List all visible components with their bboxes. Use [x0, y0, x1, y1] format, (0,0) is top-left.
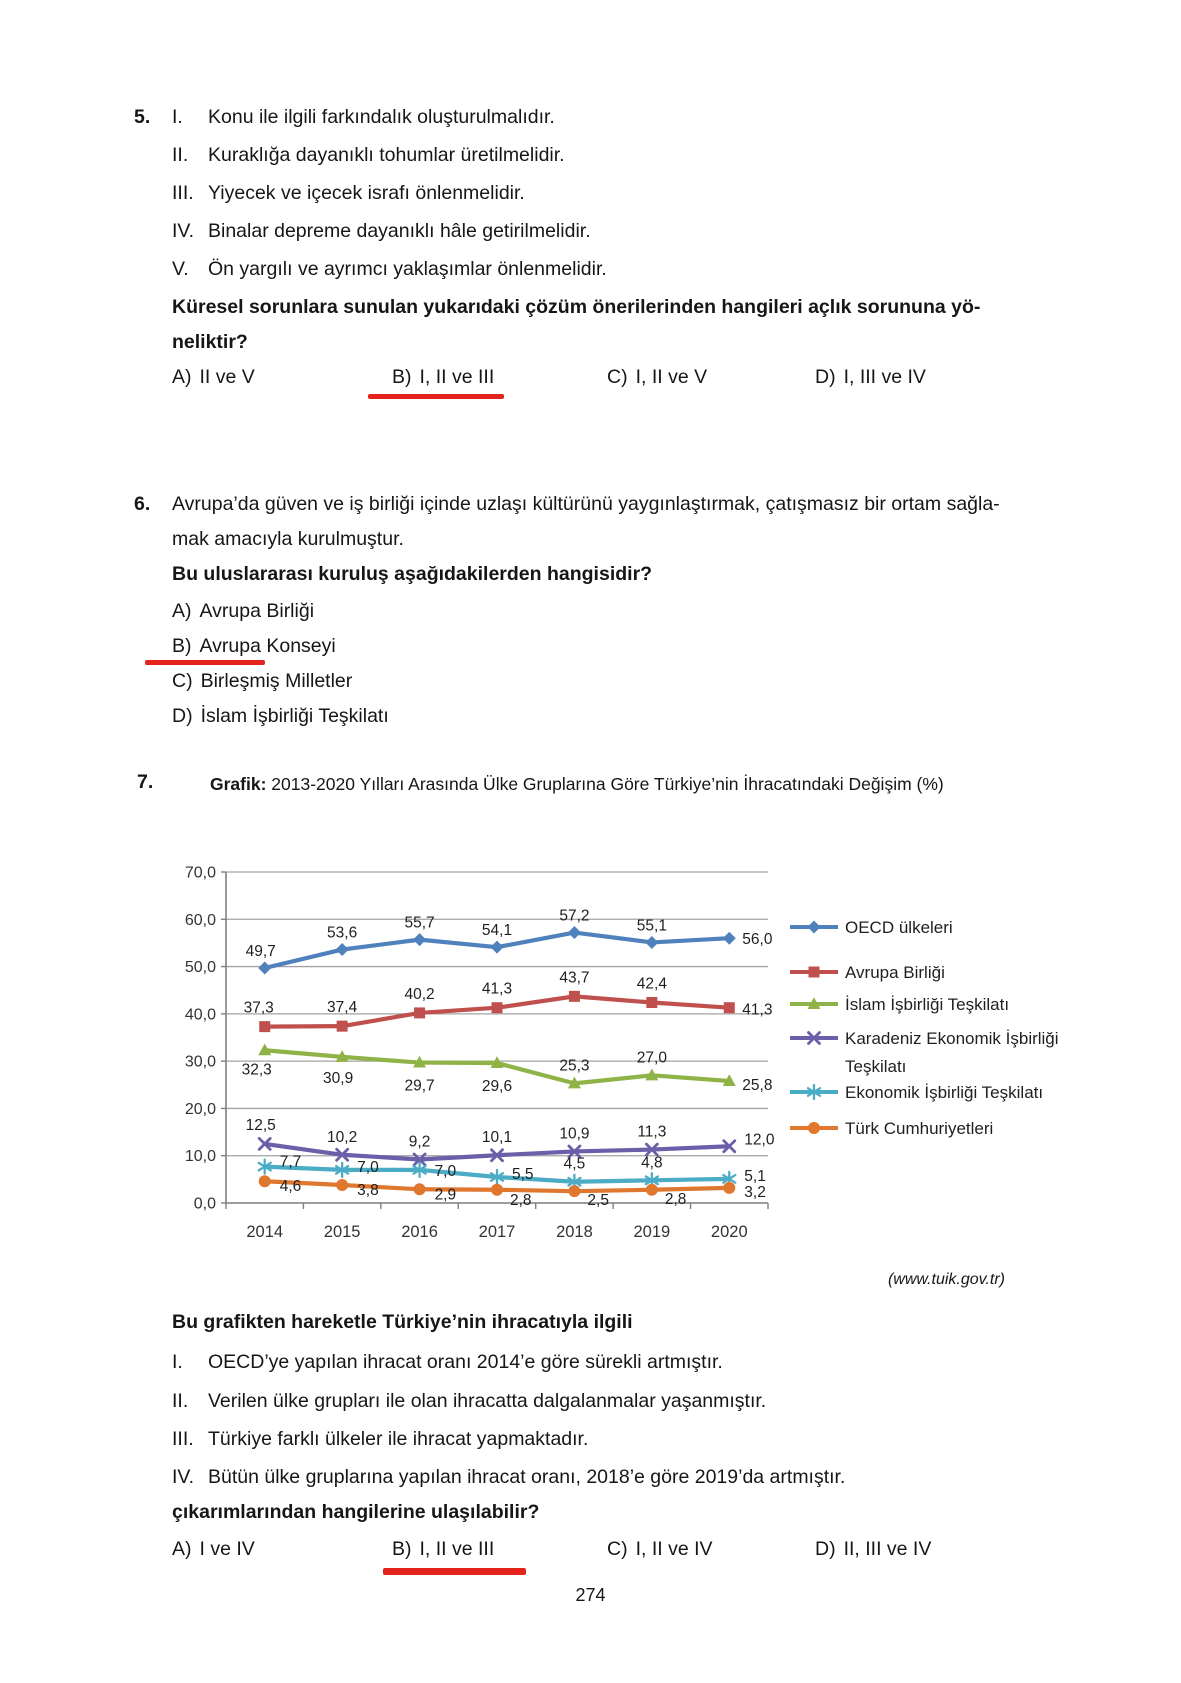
svg-text:55,1: 55,1 [636, 917, 667, 935]
q5-stem-line: Küresel sorunlara sunulan yukarıdaki çözüm önerilerinden hangileri açlık sorununa yö- [172, 296, 981, 318]
q7-option-b: B) I, II ve III [392, 1538, 495, 1560]
chart-source: (www.tuik.gov.tr) [887, 1271, 1005, 1288]
legend-label: Teşkilatı [845, 1057, 907, 1076]
q6-option-c: C) Birleşmiş Milletler [172, 670, 353, 692]
svg-text:55,7: 55,7 [404, 914, 435, 932]
q6-option-a: A) Avrupa Birliği [172, 600, 315, 622]
svg-text:10,9: 10,9 [559, 1125, 590, 1143]
svg-text:3,2: 3,2 [744, 1183, 766, 1201]
svg-text:25,8: 25,8 [742, 1077, 773, 1095]
svg-text:37,3: 37,3 [243, 999, 274, 1017]
page-number: 274 [575, 1585, 606, 1605]
list-item [172, 1465, 845, 1489]
item-roman: I. [172, 1351, 183, 1373]
q7-stem: çıkarımlarından hangilerine ulaşılabilir? [172, 1501, 540, 1523]
item-text: Türkiye farklı ülkeler ile ihracat yapmaktadır. [208, 1428, 589, 1450]
svg-text:2017: 2017 [478, 1223, 516, 1241]
svg-text:70,0: 70,0 [184, 864, 216, 882]
svg-text:2,9: 2,9 [434, 1186, 457, 1204]
svg-text:11,3: 11,3 [637, 1123, 667, 1141]
list-item [172, 105, 555, 129]
chart-series-2 [244, 969, 773, 1032]
list-item [172, 1350, 723, 1374]
item-text: Yiyecek ve içecek israfı önlenmelidir. [208, 182, 525, 204]
chart-data-labels [244, 969, 773, 1018]
q7-answer-underline [383, 1568, 526, 1575]
svg-text:5,1: 5,1 [744, 1167, 766, 1185]
item-text: Bütün ülke gruplarına yapılan ihracat oranı, 2018’e göre 2019’da artmıştır. [208, 1466, 846, 1488]
svg-text:27,0: 27,0 [636, 1049, 667, 1067]
q5-option-a: A) II ve V [172, 366, 255, 388]
legend-label: Avrupa Birliği [845, 963, 945, 982]
legend-label: OECD ülkeleri [845, 918, 953, 937]
list-item [172, 181, 525, 205]
svg-text:20,0: 20,0 [184, 1100, 216, 1118]
svg-text:9,2: 9,2 [408, 1133, 431, 1151]
item-roman: IV. [172, 1466, 195, 1488]
q5-option-c: C) I, II ve V [607, 366, 708, 388]
svg-text:25,3: 25,3 [559, 1057, 590, 1075]
svg-text:56,0: 56,0 [742, 931, 773, 949]
svg-text:3,8: 3,8 [357, 1182, 379, 1200]
chart-x-axis-labels [246, 1223, 747, 1241]
svg-text:2,5: 2,5 [587, 1192, 609, 1210]
svg-text:2018: 2018 [556, 1223, 593, 1241]
svg-text:4,5: 4,5 [563, 1155, 586, 1173]
chart-caption: Grafik: 2013-2020 Yılları Arasında Ülke Gruplarına Göre Türkiye’nin İhracatındaki Değişim (%) [210, 774, 944, 794]
item-text: Konu ile ilgili farkındalık oluşturulmalıdır. [208, 106, 555, 128]
svg-text:2,8: 2,8 [510, 1191, 532, 1209]
svg-text:10,0: 10,0 [184, 1148, 216, 1166]
svg-text:7,7: 7,7 [279, 1153, 302, 1171]
item-roman: III. [172, 182, 194, 204]
svg-text:60,0: 60,0 [184, 911, 216, 929]
svg-text:2,8: 2,8 [664, 1190, 687, 1208]
legend-label: Ekonomik İşbirliği Teşkilatı [845, 1083, 1044, 1102]
svg-text:43,7: 43,7 [559, 969, 590, 987]
q7-option-c: C) I, II ve IV [607, 1538, 713, 1560]
svg-text:54,1: 54,1 [481, 922, 513, 940]
svg-text:40,0: 40,0 [184, 1006, 216, 1024]
q7-number: 7. [137, 771, 154, 793]
svg-text:57,2: 57,2 [559, 907, 590, 925]
item-roman: IV. [172, 220, 195, 242]
svg-text:53,6: 53,6 [327, 924, 358, 942]
svg-text:7,0: 7,0 [434, 1162, 457, 1180]
svg-text:41,3: 41,3 [742, 1001, 773, 1019]
q6-stem: Bu uluslararası kuruluş aşağıdakilerden hangisidir? [172, 563, 653, 585]
export-line-chart-svg [150, 790, 1150, 1295]
q5-answer-underline [368, 394, 504, 399]
q7-option-a: A) I ve IV [172, 1538, 255, 1560]
q5-number: 5. [134, 106, 151, 128]
q5-option-d: D) I, III ve IV [815, 366, 926, 388]
item-text: Ön yargılı ve ayrımcı yaklaşımlar önlenmelidir. [208, 258, 607, 280]
item-roman: II. [172, 1390, 189, 1412]
chart-y-axis-labels [185, 865, 216, 1213]
q6-body-line: Avrupa’da güven ve iş birliği içinde uzlaşı kültürünü yaygınlaştırmak, çatışmasız bir ortam sağla- [172, 493, 1000, 515]
item-text: Kuraklığa dayanıklı tohumlar üretilmelidir. [208, 144, 565, 166]
list-item [172, 1389, 766, 1413]
svg-text:10,2: 10,2 [327, 1128, 358, 1146]
export-line-chart [150, 790, 1150, 1295]
q6-number: 6. [134, 493, 151, 515]
item-text: OECD’ye yapılan ihracat oranı 2014’e göre sürekli artmıştır. [208, 1351, 723, 1373]
svg-text:32,3: 32,3 [241, 1061, 272, 1079]
svg-text:2020: 2020 [710, 1223, 748, 1241]
legend-label: Karadeniz Ekonomik İşbirliği [845, 1029, 1059, 1048]
q7-intro: Bu grafikten hareketle Türkiye’nin ihracatıyla ilgili [172, 1311, 633, 1333]
svg-text:12,0: 12,0 [744, 1131, 775, 1149]
svg-text:50,0: 50,0 [184, 959, 216, 977]
list-item [172, 257, 607, 281]
svg-text:5,5: 5,5 [512, 1165, 534, 1183]
svg-text:41,3: 41,3 [481, 980, 513, 998]
svg-text:0,0: 0,0 [193, 1195, 216, 1213]
svg-text:2019: 2019 [633, 1223, 671, 1241]
item-roman: V. [172, 258, 189, 280]
svg-text:37,4: 37,4 [327, 999, 358, 1017]
svg-text:2016: 2016 [401, 1223, 438, 1241]
q7-option-d: D) II, III ve IV [815, 1538, 932, 1560]
svg-text:30,9: 30,9 [323, 1069, 354, 1087]
q5-option-b: B) I, II ve III [392, 366, 495, 388]
svg-text:30,0: 30,0 [184, 1053, 216, 1071]
svg-text:40,2: 40,2 [404, 985, 435, 1003]
item-text: Verilen ülke grupları ile olan ihracatta dalgalanmalar yaşanmıştır. [208, 1390, 767, 1412]
item-roman: II. [172, 144, 189, 166]
q6-option-d: D) İslam İşbirliği Teşkilatı [172, 705, 389, 727]
chart-series-4 [246, 1117, 775, 1165]
legend-label: Türk Cumhuriyetleri [845, 1119, 994, 1138]
q6-body-line: mak amacıyla kurulmuştur. [172, 528, 404, 550]
legend-label: İslam İşbirliği Teşkilatı [845, 995, 1010, 1014]
svg-text:42,4: 42,4 [636, 975, 667, 993]
svg-text:4,6: 4,6 [279, 1178, 302, 1196]
chart-series-3 [242, 1043, 773, 1095]
svg-text:29,7: 29,7 [404, 1077, 435, 1095]
chart-data-labels [246, 1117, 775, 1151]
q5-stem-line: neliktir? [172, 331, 248, 353]
list-item [172, 143, 565, 167]
svg-text:2015: 2015 [323, 1223, 361, 1241]
chart-legend [790, 918, 1059, 1138]
svg-text:12,5: 12,5 [245, 1116, 276, 1134]
svg-text:2014: 2014 [246, 1223, 284, 1241]
svg-text:4,8: 4,8 [641, 1154, 663, 1172]
svg-text:29,6: 29,6 [481, 1078, 513, 1096]
svg-text:10,1: 10,1 [481, 1129, 513, 1147]
svg-text:7,0: 7,0 [357, 1158, 379, 1176]
chart-series-1 [246, 908, 773, 975]
q6-option-b: B) Avrupa Konseyi [172, 635, 336, 657]
item-roman: III. [172, 1428, 194, 1450]
list-item [172, 1427, 588, 1451]
q6-answer-underline [145, 660, 265, 665]
svg-text:49,7: 49,7 [245, 942, 276, 960]
item-text: Binalar depreme dayanıklı hâle getirilmelidir. [208, 220, 591, 242]
list-item [172, 219, 591, 243]
item-roman: I. [172, 106, 183, 128]
